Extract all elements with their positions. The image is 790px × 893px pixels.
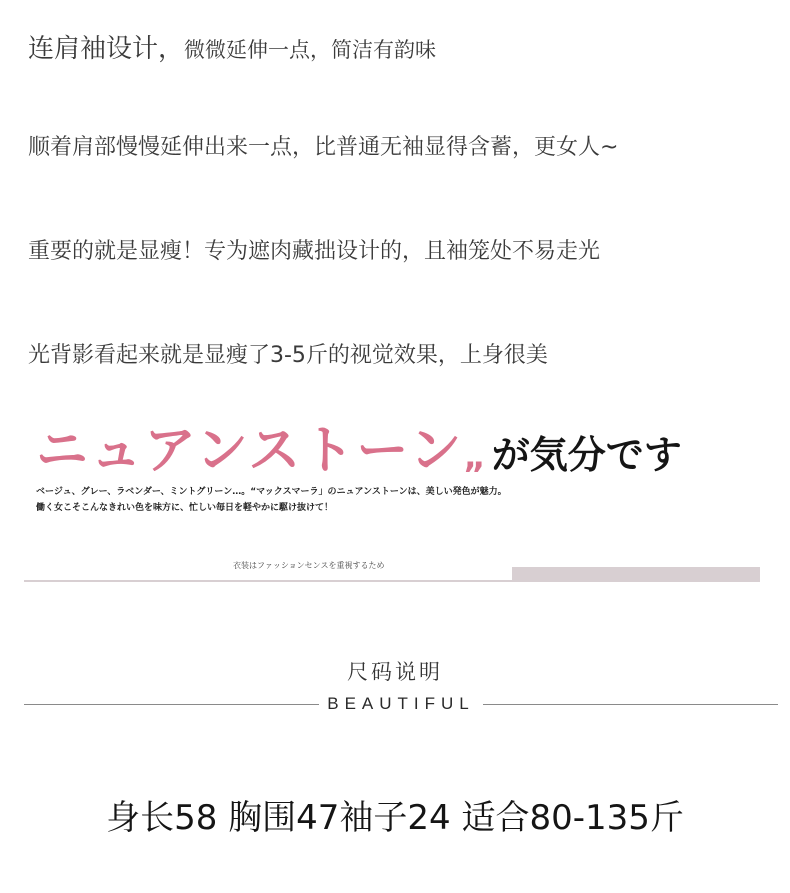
line1-small: 微微延伸一点，简洁有韵味	[184, 38, 437, 62]
decorative-divider-bar	[512, 567, 760, 582]
size-measurements: 身长58 胸围47袖子24 适合80-135斤	[106, 798, 684, 838]
magazine-banner-title	[36, 408, 682, 481]
beautiful-divider	[24, 692, 778, 716]
banner-title-quote: „	[463, 437, 486, 477]
beautiful-label: BEAUTIFUL	[327, 694, 475, 713]
banner-title-black: が気分です	[491, 433, 682, 477]
text-line-shoulder: 顺着肩部慢慢延伸出来一点，比普通无袖显得含蓄，更女人~	[28, 135, 619, 160]
text-line-slimming: 重要的就是显瘦！专为遮肉藏拙设计的，且袖笼处不易走光	[28, 239, 601, 264]
line1-main: 连肩袖设计，	[28, 34, 185, 64]
size-chart-title: 尺码说明	[347, 660, 443, 684]
text-line-back-view: 光背影看起来就是显瘦了3-5斤的视觉效果，上身很美	[28, 343, 548, 368]
banner-subtitle-2: 働く女こそこんなきれい色を味方に、忙しい毎日を軽やかに駆け抜けて！	[36, 503, 334, 513]
text-line-sleeve-design	[28, 28, 436, 65]
divider-left	[24, 704, 319, 705]
banner-subtitle-1: ベージュ、グレー、ラベンダー、ミントグリーン…。“マックスマーラ」のニュアンストーンは、美しい発色が魅力。	[36, 487, 507, 497]
divider-right	[483, 704, 778, 705]
decorative-divider-thin	[24, 580, 512, 582]
banner-title-pink: ニュアンストーン	[36, 421, 464, 481]
banner-caption: 衣装はファッションセンスを重視するため	[233, 561, 385, 570]
